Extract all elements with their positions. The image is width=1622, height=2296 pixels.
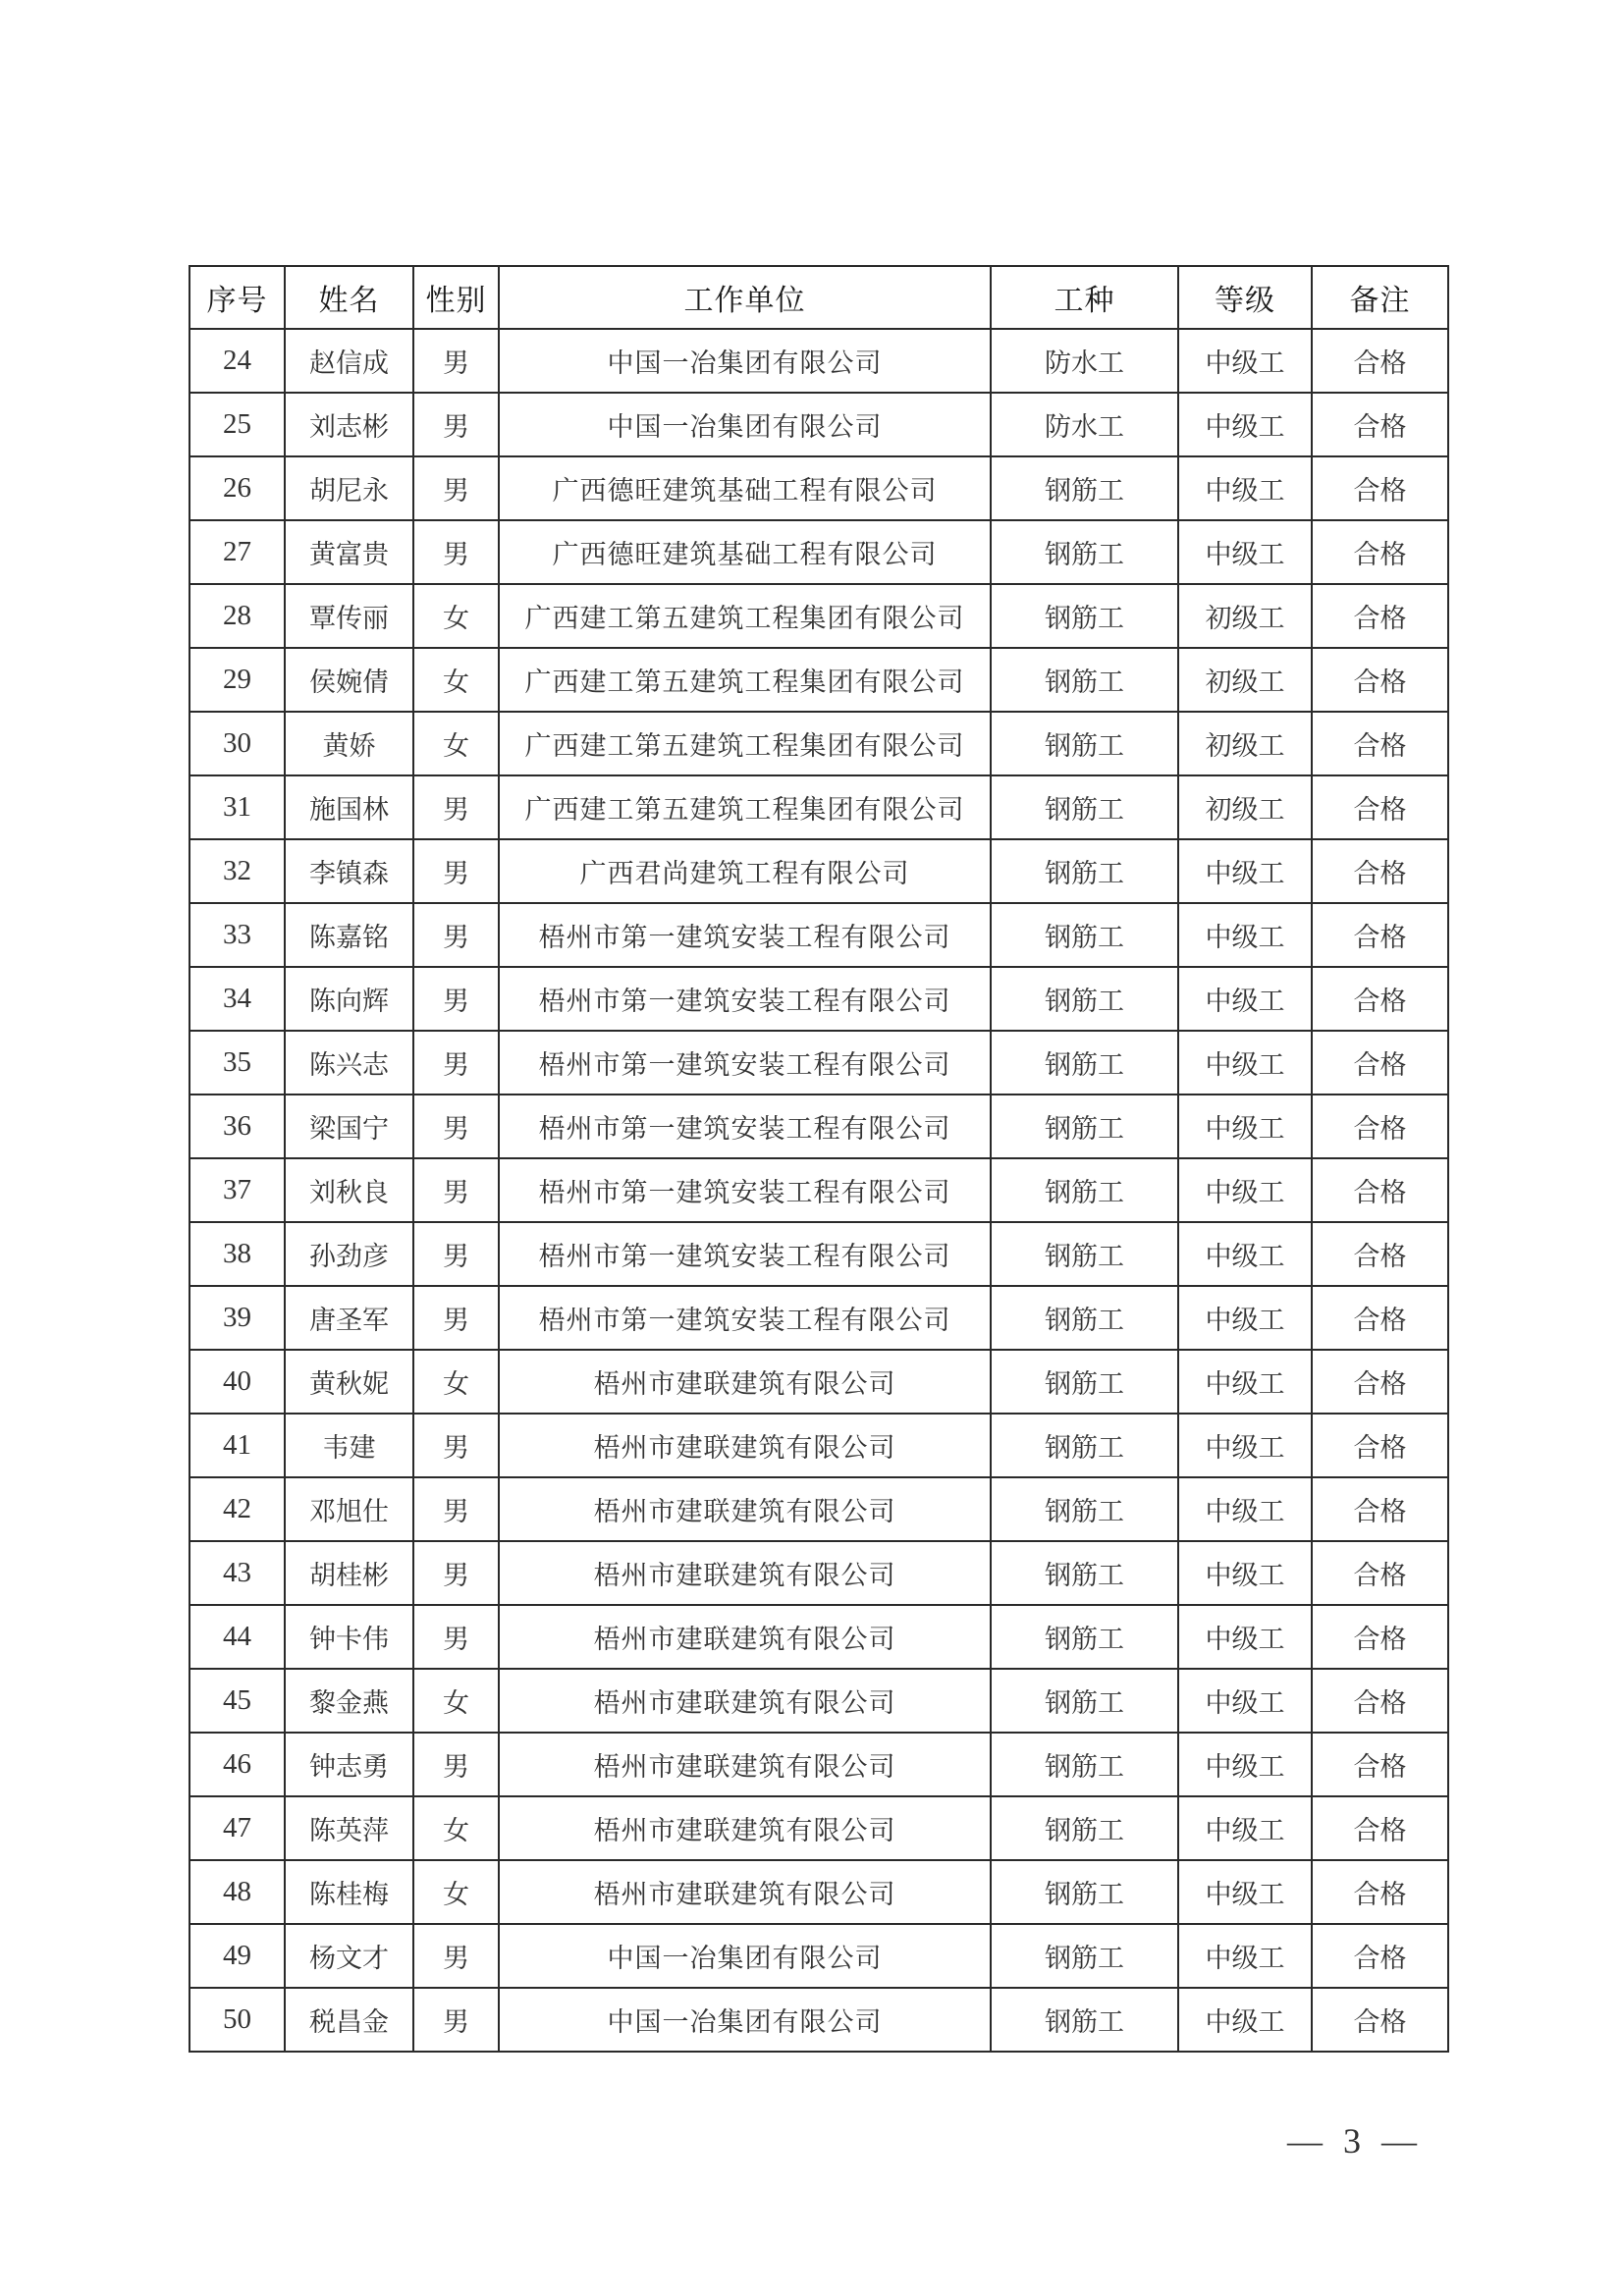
header-trade: 工种 [991, 266, 1178, 329]
cell-gender: 男 [413, 1095, 499, 1158]
cell-seq: 40 [189, 1350, 285, 1414]
cell-gender: 男 [413, 1988, 499, 2052]
cell-trade: 钢筋工 [991, 1796, 1178, 1860]
cell-remark: 合格 [1312, 584, 1448, 648]
cell-unit: 梧州市第一建筑安装工程有限公司 [499, 1095, 991, 1158]
cell-level: 中级工 [1178, 1095, 1312, 1158]
cell-level: 中级工 [1178, 1350, 1312, 1414]
cell-name: 陈兴志 [285, 1031, 413, 1095]
cell-level: 中级工 [1178, 967, 1312, 1031]
cell-trade: 钢筋工 [991, 648, 1178, 712]
qualification-roster-table [189, 265, 1449, 2053]
cell-trade: 钢筋工 [991, 1988, 1178, 2052]
table-row [189, 1924, 1448, 1988]
cell-name: 杨文才 [285, 1924, 413, 1988]
cell-name: 刘秋良 [285, 1158, 413, 1222]
cell-unit: 梧州市第一建筑安装工程有限公司 [499, 1222, 991, 1286]
header-seq: 序号 [189, 266, 285, 329]
cell-remark: 合格 [1312, 520, 1448, 584]
cell-remark: 合格 [1312, 393, 1448, 456]
cell-unit: 中国一冶集团有限公司 [499, 393, 991, 456]
table-row [189, 712, 1448, 775]
cell-trade: 钢筋工 [991, 1605, 1178, 1669]
cell-seq: 35 [189, 1031, 285, 1095]
table-row [189, 1541, 1448, 1605]
cell-name: 黄富贵 [285, 520, 413, 584]
cell-level: 初级工 [1178, 584, 1312, 648]
cell-level: 中级工 [1178, 1796, 1312, 1860]
cell-seq: 24 [189, 329, 285, 393]
cell-gender: 男 [413, 329, 499, 393]
cell-trade: 钢筋工 [991, 1733, 1178, 1796]
cell-seq: 29 [189, 648, 285, 712]
cell-seq: 32 [189, 839, 285, 903]
cell-remark: 合格 [1312, 775, 1448, 839]
cell-name: 唐圣军 [285, 1286, 413, 1350]
cell-remark: 合格 [1312, 648, 1448, 712]
cell-name: 覃传丽 [285, 584, 413, 648]
cell-gender: 男 [413, 967, 499, 1031]
cell-gender: 男 [413, 1477, 499, 1541]
cell-level: 中级工 [1178, 1031, 1312, 1095]
cell-gender: 男 [413, 903, 499, 967]
cell-gender: 女 [413, 1860, 499, 1924]
cell-level: 中级工 [1178, 1158, 1312, 1222]
cell-name: 陈向辉 [285, 967, 413, 1031]
cell-name: 赵信成 [285, 329, 413, 393]
cell-unit: 广西建工第五建筑工程集团有限公司 [499, 648, 991, 712]
cell-level: 中级工 [1178, 1605, 1312, 1669]
cell-trade: 钢筋工 [991, 712, 1178, 775]
cell-name: 黎金燕 [285, 1669, 413, 1733]
table-row [189, 393, 1448, 456]
cell-remark: 合格 [1312, 1669, 1448, 1733]
cell-level: 中级工 [1178, 1541, 1312, 1605]
cell-trade: 钢筋工 [991, 1286, 1178, 1350]
cell-gender: 男 [413, 1222, 499, 1286]
cell-level: 中级工 [1178, 1988, 1312, 2052]
cell-gender: 男 [413, 1158, 499, 1222]
cell-remark: 合格 [1312, 1796, 1448, 1860]
header-unit: 工作单位 [499, 266, 991, 329]
cell-remark: 合格 [1312, 1286, 1448, 1350]
cell-remark: 合格 [1312, 1988, 1448, 2052]
cell-seq: 37 [189, 1158, 285, 1222]
cell-name: 侯婉倩 [285, 648, 413, 712]
cell-seq: 44 [189, 1605, 285, 1669]
cell-trade: 钢筋工 [991, 520, 1178, 584]
cell-level: 初级工 [1178, 648, 1312, 712]
table-row [189, 329, 1448, 393]
cell-trade: 钢筋工 [991, 1350, 1178, 1414]
cell-unit: 梧州市第一建筑安装工程有限公司 [499, 1158, 991, 1222]
cell-gender: 男 [413, 520, 499, 584]
cell-remark: 合格 [1312, 1414, 1448, 1477]
cell-gender: 男 [413, 1031, 499, 1095]
cell-remark: 合格 [1312, 329, 1448, 393]
cell-level: 中级工 [1178, 393, 1312, 456]
cell-name: 黄秋妮 [285, 1350, 413, 1414]
cell-trade: 钢筋工 [991, 903, 1178, 967]
cell-unit: 广西建工第五建筑工程集团有限公司 [499, 712, 991, 775]
cell-name: 梁国宁 [285, 1095, 413, 1158]
cell-level: 中级工 [1178, 1222, 1312, 1286]
cell-trade: 钢筋工 [991, 1541, 1178, 1605]
cell-trade: 钢筋工 [991, 1031, 1178, 1095]
cell-trade: 钢筋工 [991, 839, 1178, 903]
cell-remark: 合格 [1312, 967, 1448, 1031]
cell-unit: 广西德旺建筑基础工程有限公司 [499, 456, 991, 520]
cell-trade: 钢筋工 [991, 1860, 1178, 1924]
cell-gender: 女 [413, 1350, 499, 1414]
cell-seq: 45 [189, 1669, 285, 1733]
cell-unit: 中国一冶集团有限公司 [499, 1988, 991, 2052]
cell-level: 初级工 [1178, 712, 1312, 775]
cell-gender: 男 [413, 1286, 499, 1350]
cell-name: 钟卡伟 [285, 1605, 413, 1669]
cell-remark: 合格 [1312, 1222, 1448, 1286]
cell-name: 韦建 [285, 1414, 413, 1477]
table-row [189, 1477, 1448, 1541]
cell-seq: 39 [189, 1286, 285, 1350]
cell-remark: 合格 [1312, 1924, 1448, 1988]
table-row [189, 648, 1448, 712]
header-name: 姓名 [285, 266, 413, 329]
table-row [189, 1414, 1448, 1477]
cell-gender: 女 [413, 1796, 499, 1860]
cell-seq: 28 [189, 584, 285, 648]
cell-gender: 男 [413, 839, 499, 903]
cell-seq: 38 [189, 1222, 285, 1286]
cell-name: 陈桂梅 [285, 1860, 413, 1924]
cell-trade: 钢筋工 [991, 1222, 1178, 1286]
cell-level: 中级工 [1178, 1477, 1312, 1541]
header-level: 等级 [1178, 266, 1312, 329]
cell-name: 陈英萍 [285, 1796, 413, 1860]
table-row [189, 1222, 1448, 1286]
cell-level: 中级工 [1178, 1414, 1312, 1477]
cell-seq: 36 [189, 1095, 285, 1158]
cell-name: 胡桂彬 [285, 1541, 413, 1605]
cell-unit: 广西德旺建筑基础工程有限公司 [499, 520, 991, 584]
cell-unit: 广西君尚建筑工程有限公司 [499, 839, 991, 903]
cell-remark: 合格 [1312, 456, 1448, 520]
cell-unit: 梧州市建联建筑有限公司 [499, 1350, 991, 1414]
cell-unit: 梧州市建联建筑有限公司 [499, 1796, 991, 1860]
cell-level: 中级工 [1178, 903, 1312, 967]
cell-unit: 梧州市第一建筑安装工程有限公司 [499, 1031, 991, 1095]
cell-remark: 合格 [1312, 1031, 1448, 1095]
cell-remark: 合格 [1312, 839, 1448, 903]
cell-remark: 合格 [1312, 1350, 1448, 1414]
cell-name: 刘志彬 [285, 393, 413, 456]
cell-level: 中级工 [1178, 1860, 1312, 1924]
cell-seq: 30 [189, 712, 285, 775]
cell-trade: 钢筋工 [991, 584, 1178, 648]
cell-remark: 合格 [1312, 1158, 1448, 1222]
table-row [189, 1350, 1448, 1414]
cell-remark: 合格 [1312, 903, 1448, 967]
cell-seq: 33 [189, 903, 285, 967]
cell-trade: 钢筋工 [991, 456, 1178, 520]
cell-unit: 梧州市第一建筑安装工程有限公司 [499, 903, 991, 967]
cell-gender: 女 [413, 584, 499, 648]
cell-remark: 合格 [1312, 1095, 1448, 1158]
cell-unit: 梧州市建联建筑有限公司 [499, 1477, 991, 1541]
cell-seq: 34 [189, 967, 285, 1031]
cell-gender: 男 [413, 1605, 499, 1669]
cell-seq: 48 [189, 1860, 285, 1924]
table-row [189, 1605, 1448, 1669]
table-row [189, 839, 1448, 903]
cell-remark: 合格 [1312, 1541, 1448, 1605]
cell-level: 中级工 [1178, 329, 1312, 393]
cell-gender: 女 [413, 648, 499, 712]
cell-gender: 男 [413, 393, 499, 456]
cell-seq: 27 [189, 520, 285, 584]
cell-unit: 梧州市第一建筑安装工程有限公司 [499, 967, 991, 1031]
cell-name: 施国林 [285, 775, 413, 839]
cell-trade: 防水工 [991, 329, 1178, 393]
cell-remark: 合格 [1312, 1733, 1448, 1796]
cell-trade: 防水工 [991, 393, 1178, 456]
cell-unit: 中国一冶集团有限公司 [499, 329, 991, 393]
cell-trade: 钢筋工 [991, 1158, 1178, 1222]
cell-seq: 25 [189, 393, 285, 456]
header-remark: 备注 [1312, 266, 1448, 329]
cell-seq: 47 [189, 1796, 285, 1860]
cell-gender: 男 [413, 775, 499, 839]
cell-name: 胡尼永 [285, 456, 413, 520]
cell-name: 邓旭仕 [285, 1477, 413, 1541]
cell-gender: 男 [413, 456, 499, 520]
cell-unit: 广西建工第五建筑工程集团有限公司 [499, 584, 991, 648]
table-body [189, 329, 1448, 2052]
cell-level: 初级工 [1178, 775, 1312, 839]
cell-remark: 合格 [1312, 712, 1448, 775]
table-row [189, 1669, 1448, 1733]
header-row [189, 266, 1448, 329]
table-row [189, 1095, 1448, 1158]
cell-name: 钟志勇 [285, 1733, 413, 1796]
table-row [189, 520, 1448, 584]
cell-unit: 广西建工第五建筑工程集团有限公司 [499, 775, 991, 839]
cell-unit: 梧州市建联建筑有限公司 [499, 1414, 991, 1477]
cell-trade: 钢筋工 [991, 775, 1178, 839]
cell-unit: 梧州市建联建筑有限公司 [499, 1733, 991, 1796]
cell-gender: 男 [413, 1541, 499, 1605]
cell-seq: 46 [189, 1733, 285, 1796]
cell-name: 孙劲彦 [285, 1222, 413, 1286]
cell-name: 税昌金 [285, 1988, 413, 2052]
cell-level: 中级工 [1178, 1924, 1312, 1988]
table-row [189, 1158, 1448, 1222]
table-row [189, 775, 1448, 839]
cell-name: 李镇森 [285, 839, 413, 903]
table-row [189, 1031, 1448, 1095]
table-row [189, 584, 1448, 648]
cell-seq: 31 [189, 775, 285, 839]
cell-gender: 男 [413, 1924, 499, 1988]
cell-unit: 梧州市建联建筑有限公司 [499, 1541, 991, 1605]
cell-remark: 合格 [1312, 1605, 1448, 1669]
cell-level: 中级工 [1178, 520, 1312, 584]
cell-seq: 50 [189, 1988, 285, 2052]
table-row [189, 1733, 1448, 1796]
cell-trade: 钢筋工 [991, 1669, 1178, 1733]
table-row [189, 1286, 1448, 1350]
cell-level: 中级工 [1178, 1669, 1312, 1733]
cell-seq: 42 [189, 1477, 285, 1541]
table-header [189, 266, 1448, 329]
cell-unit: 梧州市第一建筑安装工程有限公司 [499, 1286, 991, 1350]
table-row [189, 903, 1448, 967]
cell-trade: 钢筋工 [991, 967, 1178, 1031]
cell-trade: 钢筋工 [991, 1924, 1178, 1988]
cell-level: 中级工 [1178, 456, 1312, 520]
table-row [189, 1860, 1448, 1924]
cell-gender: 女 [413, 1669, 499, 1733]
cell-seq: 43 [189, 1541, 285, 1605]
cell-remark: 合格 [1312, 1860, 1448, 1924]
table-row [189, 1796, 1448, 1860]
cell-remark: 合格 [1312, 1477, 1448, 1541]
cell-name: 陈嘉铭 [285, 903, 413, 967]
cell-seq: 41 [189, 1414, 285, 1477]
cell-unit: 梧州市建联建筑有限公司 [499, 1860, 991, 1924]
cell-name: 黄娇 [285, 712, 413, 775]
cell-trade: 钢筋工 [991, 1095, 1178, 1158]
header-gender: 性别 [413, 266, 499, 329]
page-number: — 3 — [1287, 2121, 1423, 2161]
cell-gender: 女 [413, 712, 499, 775]
cell-seq: 49 [189, 1924, 285, 1988]
cell-unit: 梧州市建联建筑有限公司 [499, 1669, 991, 1733]
table-row [189, 1988, 1448, 2052]
cell-level: 中级工 [1178, 1286, 1312, 1350]
cell-unit: 中国一冶集团有限公司 [499, 1924, 991, 1988]
cell-level: 中级工 [1178, 1733, 1312, 1796]
cell-trade: 钢筋工 [991, 1477, 1178, 1541]
table-row [189, 456, 1448, 520]
cell-unit: 梧州市建联建筑有限公司 [499, 1605, 991, 1669]
cell-level: 中级工 [1178, 839, 1312, 903]
cell-trade: 钢筋工 [991, 1414, 1178, 1477]
cell-gender: 男 [413, 1414, 499, 1477]
cell-gender: 男 [413, 1733, 499, 1796]
table-row [189, 967, 1448, 1031]
cell-seq: 26 [189, 456, 285, 520]
